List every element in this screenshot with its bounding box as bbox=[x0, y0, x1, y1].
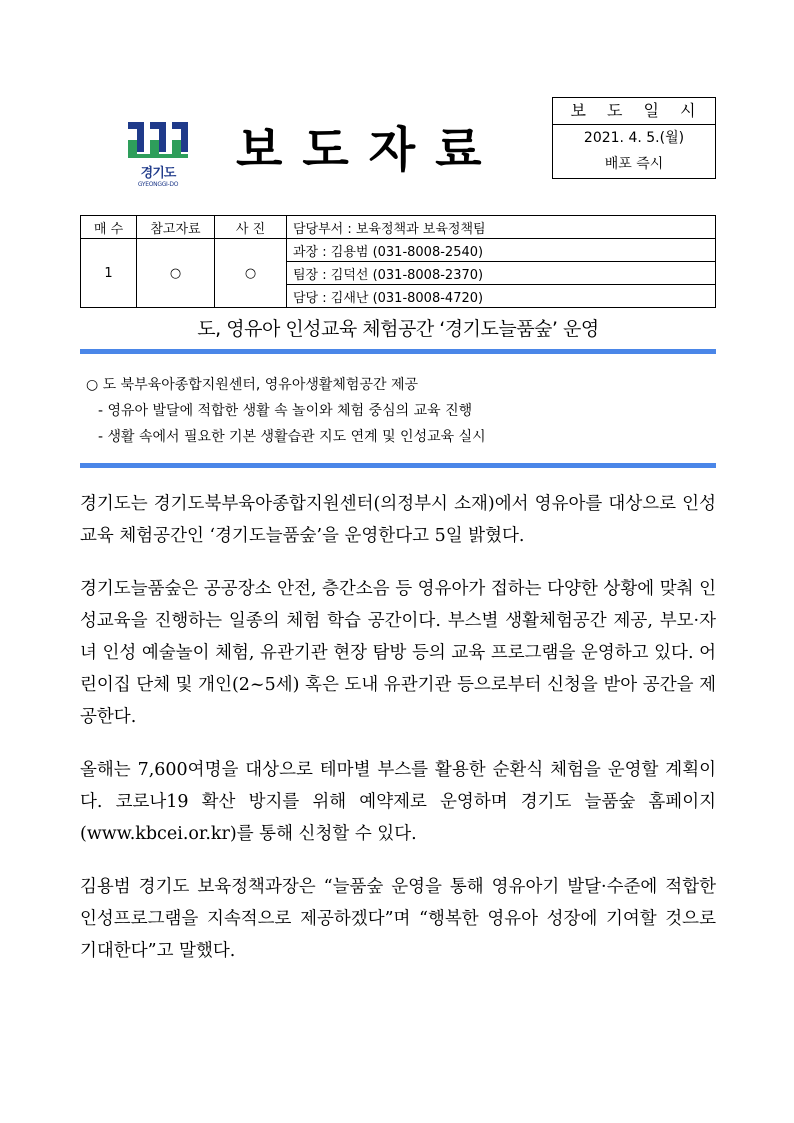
logo-subtext: GYEONGGI-DO bbox=[137, 181, 179, 188]
pages-value: 1 bbox=[81, 239, 137, 308]
reference-value: ○ bbox=[137, 239, 215, 308]
photo-value: ○ bbox=[215, 239, 287, 308]
summary-line: - 영유아 발달에 적합한 생활 속 놀이와 체험 중심의 교육 진행 bbox=[98, 403, 473, 419]
summary-line: ○ 도 북부육아종합지원센터, 영유아생활체험공간 제공 bbox=[86, 377, 418, 393]
headline: 도, 영유아 인성교육 체험공간 ‘경기도늘품숲’ 운영 bbox=[197, 318, 599, 340]
contact-table bbox=[80, 215, 716, 308]
table-row bbox=[81, 216, 716, 239]
department-cell: 담당부서 : 보육정책과 보육정책팀 bbox=[287, 216, 716, 239]
paragraph: 올해는 7,600여명을 대상으로 테마별 부스를 활용한 순환식 체험을 운영할 계획이다. 코로나19 확산 방지를 위해 예약제로 운영하며 경기도 늘품숲 홈페이지(www.kbcei.or.kr)를 통해 신청할 수 있다. bbox=[80, 760, 716, 844]
contact-staff: 담당 : 김새난 (031-8008-4720) bbox=[287, 285, 716, 308]
divider-bottom bbox=[80, 463, 716, 468]
paragraph: 경기도는 경기도북부육아종합지원센터(의정부시 소재)에서 영유아를 대상으로 인성교육 체험공간인 ‘경기도늘품숲’을 운영한다고 5일 밝혔다. bbox=[80, 494, 716, 546]
release-distribution: 배포 즉시 bbox=[604, 156, 664, 172]
divider-top bbox=[80, 349, 716, 354]
release-label: 보 도 일 시 bbox=[553, 98, 715, 125]
summary-box bbox=[86, 372, 716, 450]
gyeonggi-logo-mark-icon bbox=[122, 118, 194, 162]
summary-line: - 생활 속에서 필요한 기본 생활습관 지도 연계 및 인성교육 실시 bbox=[98, 429, 486, 445]
col-reference-header: 참고자료 bbox=[137, 216, 215, 239]
col-pages-header: 매 수 bbox=[81, 216, 137, 239]
paragraph: 경기도늘품숲은 공공장소 안전, 층간소음 등 영유아가 접하는 다양한 상황에 맞춰 인성교육을 진행하는 일종의 체험 학습 공간이다. 부스별 생활체험공간 제공, 부모·자녀 인성 예술놀이 체험, 유관기관 현장 탐방 등의 교육 프로그램을 운영하고 있다. 어린이집 단체 및 개인(2~5세) 혹은 도내 유관기관 등으로부터 신청을 받아 공간을 제공한다. bbox=[80, 579, 716, 727]
release-info-box bbox=[552, 97, 716, 179]
contact-team-leader: 팀장 : 김덕선 (031-8008-2370) bbox=[287, 262, 716, 285]
gyeonggi-logo bbox=[122, 118, 194, 196]
contact-director: 과장 : 김용범 (031-8008-2540) bbox=[287, 239, 716, 262]
logo-text: 경기도 bbox=[140, 166, 176, 181]
release-date: 2021. 4. 5.(월) bbox=[583, 130, 685, 146]
col-photo-header: 사 진 bbox=[215, 216, 287, 239]
table-row bbox=[81, 239, 716, 262]
paragraph: 김용범 경기도 보육정책과장은 “늘품숲 운영을 통해 영유아기 발달·수준에 적합한 인성프로그램을 지속적으로 제공하겠다”며 “행복한 영유아 성장에 기여할 것으로 기대한다”고 말했다. bbox=[80, 877, 716, 961]
article-body bbox=[80, 488, 716, 988]
page-title: 보도자료 bbox=[236, 122, 502, 178]
